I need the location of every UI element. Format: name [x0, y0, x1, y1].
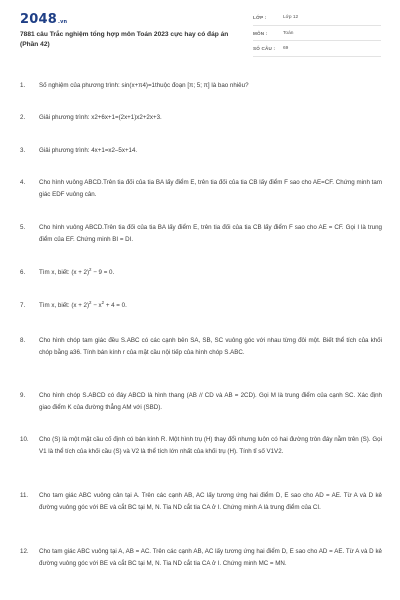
question-number: 11. [20, 492, 29, 499]
meta-key: MÔN : [253, 30, 268, 36]
meta-value: 69 [283, 46, 289, 51]
document-meta [253, 13, 381, 60]
question-number: 6. [20, 269, 26, 276]
question-text: Cho tam giác ABC vuông cân tại A. Trên các cạnh AB, AC lấy tương ứng hai điểm D, E sao cho AD = AE. Từ A và D kẻ đường vuông góc với BE và cắt BC tại M, N. Tia ND cắt tia CA ở I. Chứng minh A là trung điểm của CI. [39, 492, 382, 511]
question-number: 8. [20, 337, 26, 344]
question-text: Cho hình vuông ABCD.Trên tia đối của tia BA lấy điểm E, trên tia đối của tia CB lấy điểm F sao cho AE = CF. Gọi I là trung điểm của EF. Chứng minh BI = DI. [39, 224, 382, 243]
exponent: 2 [101, 299, 105, 305]
site-logo[interactable] [20, 12, 67, 27]
question-text: Giải phương trình: x2+6x+1=(2x+1)x2+2x+3. [39, 114, 162, 121]
question-number: 12. [20, 548, 29, 555]
math-expression: − x [91, 302, 102, 309]
question-text: Số nghiệm của phương trình: sin(x+π4)=1thuộc đoạn [π; 5; π] là bao nhiêu? [39, 82, 249, 89]
document-title: 7881 câu Trắc nghiệm tổng hợp môn Toán 2023 cực hay có đáp án (Phần 42) [20, 31, 229, 48]
question-number: 10. [20, 436, 29, 443]
math-expression: − 9 = 0. [91, 269, 115, 276]
question-text [39, 300, 382, 312]
question-number: 5. [20, 224, 26, 231]
logo-suffix: .vn [57, 19, 68, 25]
question-number: 2. [20, 114, 26, 121]
question-text: Cho hình chóp tam giác đều S.ABC có các cạnh bên SA, SB, SC vuông góc với nhau từng đôi một. Biết thể tích của khối chóp bằng a36. Tính bán kính r của mặt cầu nội tiếp của hình chóp S.ABC. [39, 337, 382, 356]
question-text [39, 267, 382, 279]
question-number: 7. [20, 302, 26, 309]
question-number: 4. [20, 179, 26, 186]
question-number: 3. [20, 147, 26, 154]
exponent: 2 [89, 266, 92, 272]
question-text: Cho hình vuông ABCD.Trên tia đối của tia BA lấy điểm E, trên tia đối của tia CB lấy điểm F sao cho AE=CF. Chứng minh tam giác EDF vuông cân. [39, 179, 382, 198]
question-number: 9. [20, 392, 26, 399]
question-text: Cho tam giác ABC vuông tại A, AB = AC. Trên các cạnh AB, AC lấy tương ứng hai điểm D, E sao cho AD = AE. Từ A và D kẻ đường vuông góc với BE và cắt BC tại M, N. Tia ND cắt tia CA ở I. Chứng minh MC = MN. [39, 548, 382, 567]
question-text: Cho (S) là một mặt cầu cố định có bán kính R. Một hình trụ (H) thay đổi nhưng luôn có hai đường tròn đáy nằm trên (S). Gọi V1 là thể tích của khối cầu (S) và V2 là thể tích lớn nhất của khối trụ (H). Tính tỉ số V1V2. [39, 436, 382, 455]
math-expression: Tìm x, biết: (x + 2) [39, 269, 90, 276]
math-expression: Tìm x, biết: (x + 2) [39, 302, 90, 309]
meta-key: LỚP : [253, 15, 267, 20]
meta-row-count [253, 44, 381, 57]
meta-row-class [253, 13, 381, 26]
logo-main: 2048 [20, 12, 57, 27]
question-number: 1. [20, 82, 26, 89]
exponent: 2 [89, 299, 92, 305]
question-text: Cho hình chóp S.ABCD có đáy ABCD là hình thang (AB // CD và AB = 2CD). Gọi M là trung điểm của cạnh SC. Xác định giao điểm K của đường thẳng AM với (SBD). [39, 392, 382, 411]
question-text: Giải phương trình: 4x+1=x2–5x+14. [39, 147, 138, 154]
meta-value: Lớp 12 [283, 15, 299, 20]
meta-key: SỐ CÂU : [253, 46, 276, 51]
page-header [0, 0, 400, 62]
meta-row-subject [253, 29, 381, 42]
meta-value: Toán [283, 30, 294, 36]
math-expression: + 4 = 0. [104, 302, 127, 309]
